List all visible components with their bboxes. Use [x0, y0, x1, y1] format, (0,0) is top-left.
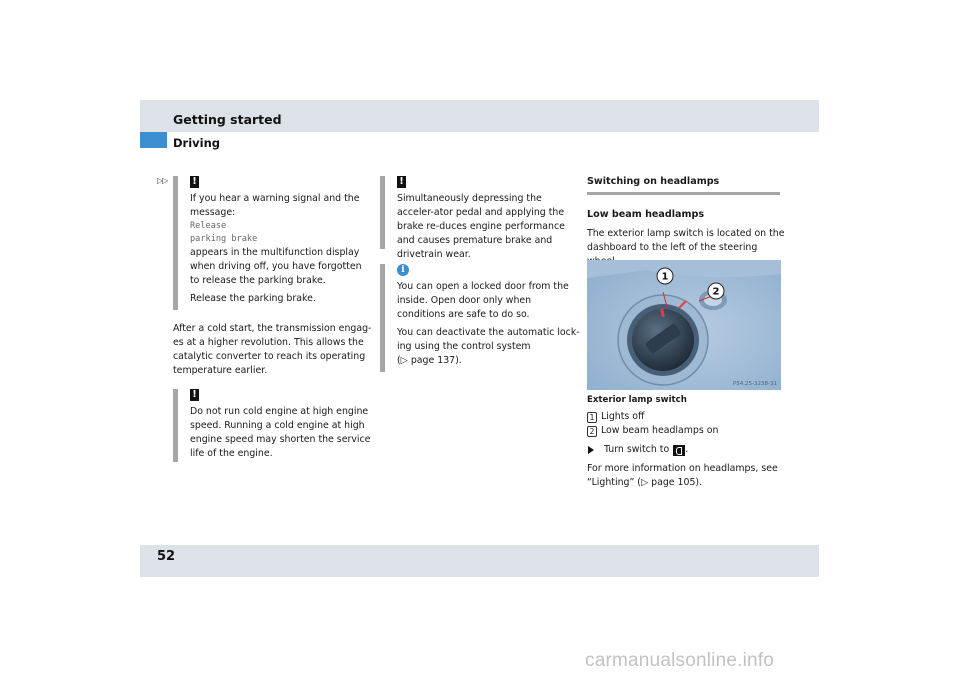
warning-text: appears in the multifunction display when driving off, you have forgotten to release the parking brake.	[190, 247, 362, 286]
warning-exclamation-icon: !	[190, 389, 199, 401]
footer-band	[140, 545, 819, 577]
warning-notice-cold-engine	[173, 389, 373, 462]
info-notice-door-lock	[380, 264, 580, 372]
legend-item	[587, 424, 787, 438]
page-reference: (▷ page 137).	[397, 355, 462, 366]
chapter-title: Getting started	[173, 112, 282, 127]
lamp-switch-intro: The exterior lamp switch is located on the dashboard to the left of the steering	[587, 228, 785, 253]
warning-text: Do not run cold engine at high engine speed. Running a cold engine at high engine speed may shorten the service life of the engine.	[190, 406, 371, 459]
low-beam-symbol-icon	[673, 445, 685, 456]
section-title: Driving	[173, 136, 221, 150]
display-message-line: Release	[190, 221, 227, 231]
headlamps-heading: Switching on headlamps	[587, 176, 780, 195]
image-code: P54.25-3238-31	[732, 381, 777, 387]
warning-text: If you hear a warning signal and the message:	[190, 193, 360, 218]
chapter-accent-block	[140, 132, 167, 148]
warning-exclamation-icon: !	[190, 176, 199, 188]
low-beam-subheading: Low beam headlamps	[587, 209, 705, 220]
info-text: You can open a locked door from the inside. Open door only when conditions are safe to do so.	[397, 281, 569, 320]
instruction-end: .	[685, 444, 689, 455]
warning-exclamation-icon: !	[397, 176, 406, 188]
info-text: You can deactivate the automatic lock-ing using the control system	[397, 327, 580, 352]
info-icon: i	[397, 264, 409, 276]
callout-number: 2	[587, 426, 597, 437]
lamp-switch-illustration	[587, 260, 781, 390]
callout-legend	[587, 410, 787, 490]
exterior-lamp-switch-photo	[587, 260, 781, 390]
instruction-step	[587, 443, 787, 457]
watermark: carmanualsonline.info	[585, 650, 775, 671]
instruction-text: Turn switch to	[604, 444, 670, 455]
page-number: 52	[157, 549, 176, 564]
warning-text: Release the parking brake.	[190, 293, 316, 304]
warning-notice-pedals	[380, 176, 580, 260]
more-info-text: For more information on headlamps, see “Lighting” (▷ page 105).	[587, 463, 778, 488]
callout-1-label: 1	[661, 271, 669, 283]
callout-number: 1	[587, 412, 597, 423]
display-message-line: parking brake	[190, 234, 258, 244]
continued-arrows-icon: ▷▷	[157, 176, 168, 185]
step-arrow-icon	[588, 446, 594, 454]
warning-notice-parking-brake	[173, 176, 373, 310]
image-caption: Exterior lamp switch	[587, 395, 687, 405]
legend-label: Low beam headlamps on	[601, 425, 719, 436]
cold-start-paragraph: After a cold start, the transmission engag-es at a higher revolution. This allows the catalytic converter to reach its operating temperature earlier.	[173, 323, 372, 376]
legend-item	[587, 410, 787, 424]
warning-text: Simultaneously depressing the acceler-ator pedal and applying the brake re-duces engine performance and causes premature brake and drivetrain wear.	[397, 193, 565, 260]
legend-label: Lights off	[601, 411, 645, 422]
callout-2-label: 2	[712, 286, 720, 298]
